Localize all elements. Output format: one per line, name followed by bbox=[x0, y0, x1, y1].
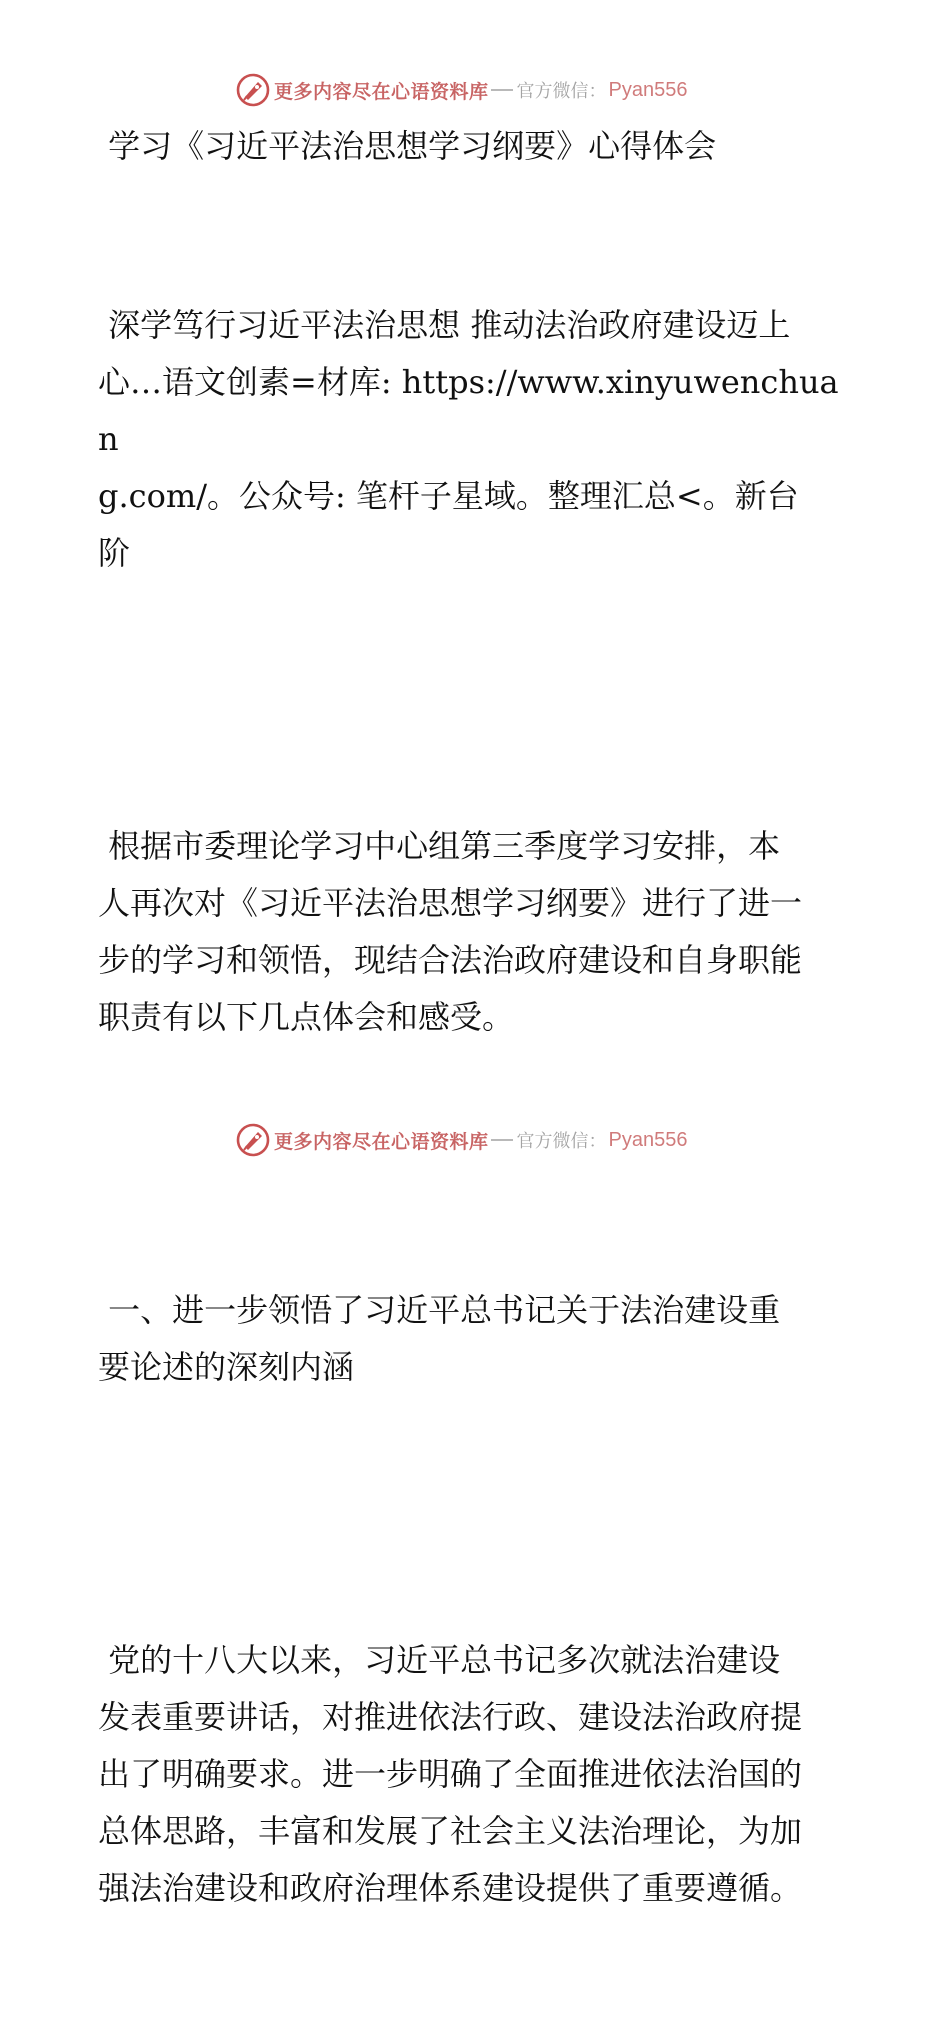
banner-text: 更多内容尽在心语资料库 bbox=[274, 80, 489, 103]
banner-wechat-id: Pyan556 bbox=[608, 1128, 688, 1151]
paragraph-line: 总体思路，丰富和发展了社会主义法治理论，为加 bbox=[98, 1812, 803, 1850]
banner-dash bbox=[491, 1139, 513, 1141]
banner-wechat-label: 官方微信： bbox=[516, 81, 607, 102]
banner-wechat-label: 官方微信： bbox=[516, 1131, 607, 1152]
paragraph-line: 根据市委理论学习中心组第三季度学习安排，本 bbox=[98, 827, 781, 865]
paragraph-line: 发表重要讲话，对推进依法行政、建设法治政府提 bbox=[98, 1698, 803, 1736]
paragraph-line: 出了明确要求。进一步明确了全面推进依法治国的 bbox=[98, 1755, 803, 1793]
paragraph-line: 步的学习和领悟，现结合法治政府建设和自身职能 bbox=[98, 941, 803, 979]
paragraph-line: 一、进一步领悟了习近平总书记关于法治建设重 bbox=[98, 1291, 781, 1329]
paragraph-line: 强法治建设和政府治理体系建设提供了重要遵循。 bbox=[98, 1869, 803, 1907]
banner-dash bbox=[491, 89, 513, 91]
document-title: 学习《习近平法治思想学习纲要》心得体会 bbox=[98, 127, 717, 165]
paragraph-1 bbox=[98, 183, 858, 696]
footer-banner bbox=[236, 1122, 687, 1158]
paragraph-line: 职责有以下几点体会和感受。 bbox=[98, 998, 515, 1036]
pen-nib-logo-icon bbox=[236, 73, 270, 107]
pen-nib-logo-icon bbox=[236, 1123, 270, 1157]
section-heading bbox=[98, 1168, 858, 1510]
paragraph-line: g.com/。公众号: 笔杆子星域。整理汇总<。新台 bbox=[98, 477, 799, 515]
paragraph-line: 深学笃行习近平法治思想 推动法治政府建设迈上 bbox=[98, 306, 791, 344]
banner-text: 更多内容尽在心语资料库 bbox=[274, 1130, 489, 1153]
paragraph-line: 心…语文创素=材库: https://www.xinyuwenchuan bbox=[98, 363, 839, 458]
paragraph-2 bbox=[98, 704, 858, 1160]
paragraph-line: 要论述的深刻内涵 bbox=[98, 1348, 355, 1386]
paragraph-line: 党的十八大以来，习近平总书记多次就法治建设 bbox=[98, 1641, 781, 1679]
banner-wechat-id: Pyan556 bbox=[608, 78, 688, 101]
paragraph-3 bbox=[98, 1518, 858, 2031]
header-banner bbox=[236, 72, 687, 108]
document-body bbox=[98, 118, 858, 2039]
paragraph-line: 阶 bbox=[98, 534, 131, 572]
paragraph-line: 人再次对《习近平法治思想学习纲要》进行了进一 bbox=[98, 884, 803, 922]
